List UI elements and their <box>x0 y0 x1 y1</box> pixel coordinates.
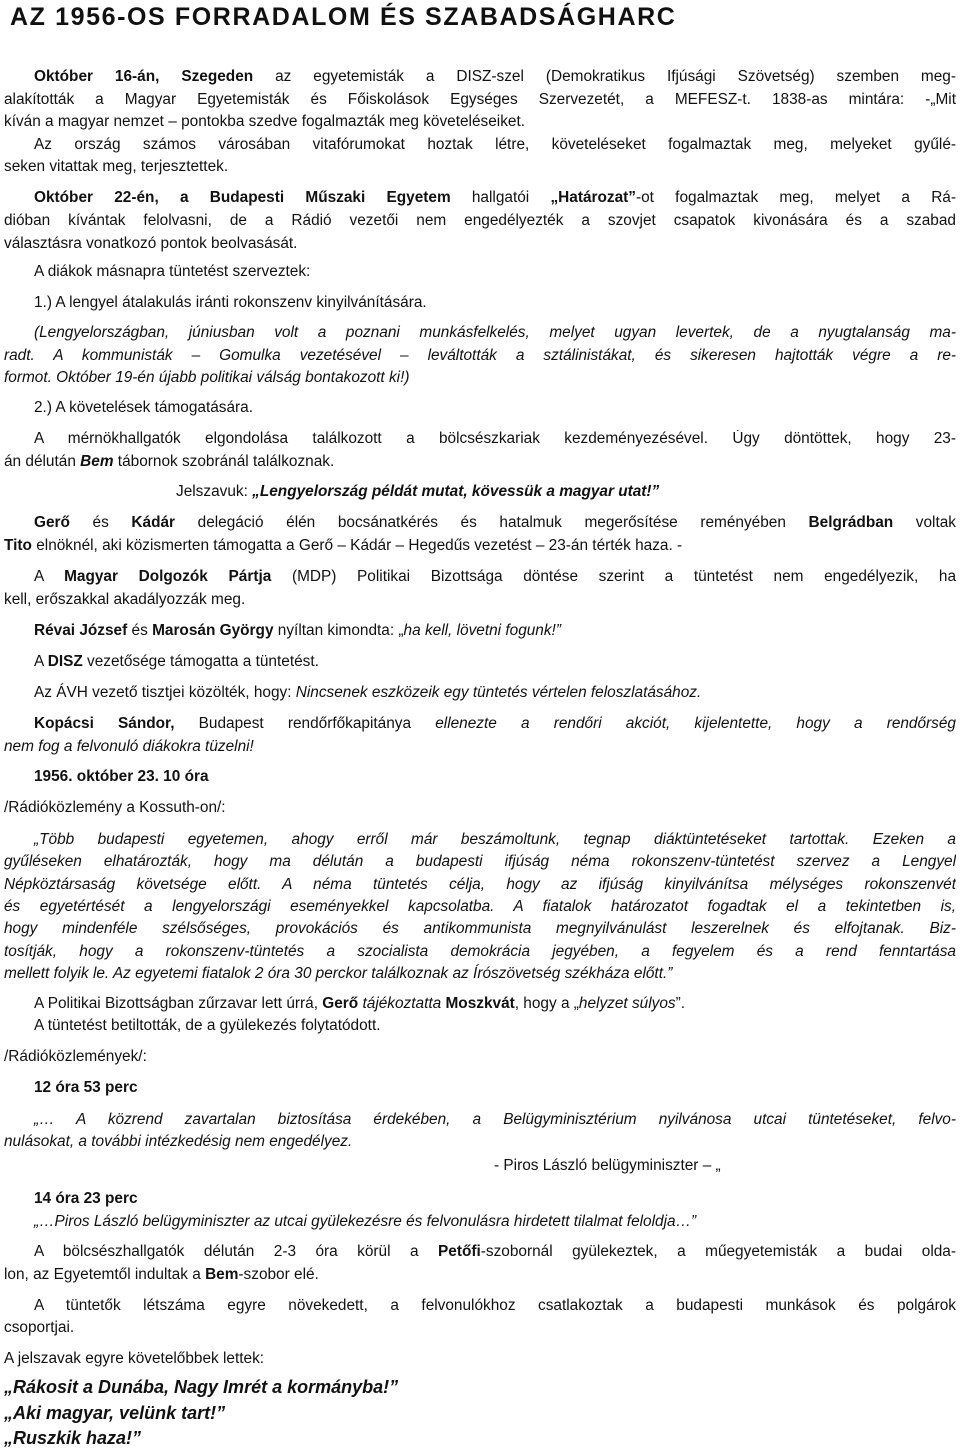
ministry-quote-line-1 <box>4 1111 956 1129</box>
bold-text: 12 óra 53 perc <box>34 1079 138 1096</box>
radio-quote-line-5 <box>4 920 956 938</box>
bold-text: Belgrádban <box>808 514 894 531</box>
italic-text: és egyetértését a lengyelországi eseményekkel kapcsolatba. A fiatalok határozatot fogadtak el a tekintetben is, <box>4 898 956 915</box>
ministry-quote-line-2 <box>4 1133 956 1151</box>
text-run: ”. <box>675 995 685 1012</box>
italic-text: nulásokat, a további intézkedésig nem engedélyez. <box>4 1133 353 1150</box>
text-run: , hogy a „ <box>514 995 579 1012</box>
paragraph-mdp-line-1 <box>4 568 956 586</box>
slogan-aki-magyar: „Aki magyar, velünk tart!” <box>4 1403 226 1423</box>
paragraph-forums-line-2: seken vitattak meg, terjesztettek. <box>4 158 229 175</box>
slogan-line <box>176 483 956 501</box>
paragraph-mdp-line-2: kell, erőszakkal akadályozzák meg. <box>4 591 246 608</box>
paragraph-kopacsi-line-1 <box>4 715 956 733</box>
text-run: A Politikai Bizottságban zűrzavar lett úrrá, <box>34 995 323 1012</box>
text-run: -ot fogalmaztak meg, melyet a Rá- <box>635 189 956 206</box>
radio-source-label-2: /Rádióközlemények/: <box>4 1048 147 1065</box>
paragraph-belgrade-line-2 <box>4 537 956 555</box>
text-run: delegáció élén bocsánatkérés és hatalmuk megerősítése reményében <box>175 514 809 531</box>
italic-text: hogy mindenféle szélsőséges, provokációs és antikommunista megnyilvánulást leszerelnek és elfojtanak. Biz- <box>4 920 956 937</box>
paragraph-demonstration: A diákok másnapra tüntetést szerveztek: <box>34 263 311 280</box>
bold-date-place: Október 16-án, Szegeden <box>34 68 254 85</box>
text-run: vezetősége támogatta a tüntetést. <box>82 653 319 670</box>
bold-text: Révai József <box>34 622 128 639</box>
italic-text: formot. Október 19-én újabb politikai válság bontakozott ki!) <box>4 369 410 386</box>
paragraph-crowd-line-1: A tüntetők létszáma egyre növekedett, a felvonulókhoz csatlakoztak a budapesti munkások és polgárok <box>34 1297 956 1314</box>
slogans-intro: A jelszavak egyre követelőbbek lettek: <box>4 1350 265 1367</box>
text-run: A <box>34 568 65 585</box>
italic-text: gyűléseken elhatározták, hogy ma délután a budapesti ifjúság néma rokonszenv-tüntetést szervez a Lengyel <box>4 853 956 870</box>
paragraph-petofi-line-1 <box>4 1243 956 1261</box>
text-run: tábornok szobránál találkoznak. <box>113 453 335 470</box>
italic-text: „…Piros László belügyminiszter az utcai gyülekezésre és felvonulásra hirdetett tilalmat feloldja…” <box>34 1213 697 1230</box>
italic-paragraph-line-1 <box>4 324 956 342</box>
italic-text: tosítják, hogy a rokonszenv-tüntetés a szocialista demokrácia jegyében, a fegyelem és a rend fenntartása <box>4 943 956 960</box>
text-run: A bölcsészhallgatók délután 2-3 óra körül a <box>34 1243 439 1260</box>
italic-text: ha kell, lövetni fogunk!” <box>403 622 561 639</box>
paragraph-engineers-line-1: A mérnökhallgatók elgondolása találkozott a bölcsészkariak kezdeményezésével. Úgy döntöttek, hogy 23- <box>34 430 956 447</box>
paragraph-kopacsi-line-2 <box>4 738 956 756</box>
bold-text: Gerő <box>34 514 70 531</box>
text-run: -szobor elé. <box>238 1266 319 1283</box>
timestamp-10 <box>4 768 956 786</box>
radio-source-label: /Rádióközlemény a Kossuth-on/: <box>4 799 226 816</box>
italic-text: „Több budapesti egyetemen, ahogy erről már beszámoltunk, tegnap diáktüntetéseket tartottak. Ezeken a <box>34 831 956 848</box>
paragraph-bme-line-2: dióban kívántak felolvasni, de a Rádió vezetői nem engedélyezték a szovjet csapatok kivonására és a szabad <box>4 212 956 229</box>
italic-text: Népköztársaság követsége előtt. A néma tüntetés célja, hogy az ifjúság kinyilvánítsa mélységes rokonszenvét <box>4 876 956 893</box>
italic-paragraph-line-2 <box>4 347 956 365</box>
text-run: és <box>127 622 153 639</box>
italic-text: mellett folyik le. Az egyetemi fiatalok 2 óra 30 perckor találkoznak az Írószövetség székháza előtt.” <box>4 965 673 982</box>
bold-italic-text: Bem <box>80 453 114 470</box>
text-run: voltak <box>893 514 956 531</box>
paragraph-crowd-line-2: csoportjai. <box>4 1319 75 1336</box>
paragraph-mefesz-line-3: kíván a magyar nemzet – pontokba szedve fogalmazták meg követeléseiket. <box>4 113 525 130</box>
paragraph-bme-line-3: választásra vonatkozó pontok beolvasását. <box>4 235 298 252</box>
paragraph-belgrade-line-1 <box>4 514 956 532</box>
text-run: Budapest rendőrfőkapitánya <box>174 715 436 732</box>
text-run: (MDP) Politikai Bizottsága döntése szerint a tüntetést nem engedélyezik, ha <box>271 568 956 585</box>
italic-text: ellenezte a rendőri akciót, kijelentette, hogy a rendőrség <box>435 715 956 732</box>
paragraph-forums-line-1: Az ország számos városában vitafórumokat hoztak létre, követeléseket fogalmaztak meg, melyeket gyűlé- <box>34 136 956 153</box>
bold-text: Marosán György <box>152 622 274 639</box>
paragraph-bme-line-1 <box>4 189 956 207</box>
text-run: az egyetemisták a DISZ-szel (Demokratikus Ifjúsági Szövetség) szemben meg- <box>253 68 956 85</box>
radio-quote-line-6 <box>4 943 956 961</box>
radio-quote-line-3 <box>4 876 956 894</box>
slogan-ruszkik-haza: „Ruszkik haza!” <box>4 1428 142 1448</box>
bold-text: 1956. október 23. 10 óra <box>34 768 209 785</box>
paragraph-petofi-line-2 <box>4 1266 956 1284</box>
italic-paragraph-line-3 <box>4 369 956 387</box>
bold-text: Petőfi <box>438 1243 481 1260</box>
paragraph-mefesz-line-1 <box>4 68 956 86</box>
bold-text: „Határozat” <box>550 189 636 206</box>
italic-text: „… A közrend zavartalan biztosítása érdekében, a Belügyminisztérium nyilvánosa utcai tüntetéseket, felvo- <box>34 1111 956 1128</box>
timestamp-1423 <box>4 1190 956 1208</box>
italic-text: helyzet súlyos <box>578 995 676 1012</box>
text-run: A <box>34 653 48 670</box>
list-item-2: 2.) A követelések támogatására. <box>34 399 254 416</box>
bold-text: Október 22-én, a Budapesti Műszaki Egyetem <box>34 189 451 206</box>
signature-line: - Piros László belügyminiszter – „ <box>494 1157 721 1174</box>
text-run: Az ÁVH vezető tisztjei közölték, hogy: <box>34 684 296 701</box>
italic-text: nem fog a felvonuló diákokra tüzelni! <box>4 738 254 755</box>
italic-text: Nincsenek eszközeik egy tüntetés vértelen feloszlatásához. <box>295 684 702 701</box>
text-run: án délután <box>4 453 81 470</box>
text-run: elnöknél, aki közismerten támogatta a Gerő – Kádár – Hegedűs vezetést – 23-án térték haza. - <box>31 537 683 554</box>
timestamp-1253 <box>4 1079 956 1097</box>
paragraph-moscow-line-2: A tüntetést betiltották, de a gyülekezés folytatódott. <box>34 1017 381 1034</box>
paragraph-engineers-line-2 <box>4 453 956 471</box>
slogan-text: „Lengyelország példát mutat, kövessük a magyar utat!” <box>252 483 660 500</box>
italic-text: radt. A kommunisták – Gomulka vezetésével – leváltották a sztálinistákat, és sikeresen hajtották végre a re- <box>4 347 956 364</box>
paragraph-disz <box>4 653 956 671</box>
bold-text: Tito <box>4 537 32 554</box>
bold-text: 14 óra 23 perc <box>34 1190 138 1207</box>
italic-text: tájékoztatta <box>358 995 446 1012</box>
paragraph-moscow-line-1 <box>4 995 956 1013</box>
text-run: hallgatói <box>450 189 551 206</box>
radio-quote-line-1 <box>4 831 956 849</box>
text-run: nyíltan kimondta: „ <box>273 622 404 639</box>
radio-quote-line-4 <box>4 898 956 916</box>
radio-quote-line-2 <box>4 853 956 871</box>
paragraph-mefesz-line-2: alakították a Magyar Egyetemisták és Főiskolások Egységes Szervezetét, a MEFESZ-t. 1838-as mintára: -„Mit <box>4 91 956 108</box>
paragraph-avh <box>4 684 956 702</box>
bold-text: DISZ <box>47 653 83 670</box>
ministry-quote-line-3 <box>4 1213 956 1231</box>
paragraph-revai <box>4 622 956 640</box>
slogan-label: Jelszavuk: <box>176 483 253 500</box>
radio-quote-line-7 <box>4 965 956 983</box>
list-item-1: 1.) A lengyel átalakulás iránti rokonszenv kinyilvánítására. <box>34 294 427 311</box>
text-run: -szobornál gyülekeztek, a műegyetemisták a budai olda- <box>480 1243 956 1260</box>
bold-text: Kopácsi Sándor, <box>34 715 175 732</box>
italic-text: (Lengyelországban, júniusban volt a poznani munkásfelkelés, melyet ugyan levertek, de a nyugtalanság ma- <box>34 324 956 341</box>
slogan-rakosi: „Rákosit a Dunába, Nagy Imrét a kormányba!” <box>4 1377 399 1397</box>
page-title: AZ 1956-OS FORRADALOM ÉS SZABADSÁGHARC <box>10 3 677 31</box>
text-run: lon, az Egyetemtől indultak a <box>4 1266 206 1283</box>
bold-text: Gerő <box>322 995 359 1012</box>
bold-text: Magyar Dolgozók Pártja <box>64 568 272 585</box>
bold-text: Bem <box>205 1266 239 1283</box>
bold-text: Kádár <box>131 514 176 531</box>
bold-text: Moszkvát <box>445 995 515 1012</box>
text-run: és <box>69 514 132 531</box>
